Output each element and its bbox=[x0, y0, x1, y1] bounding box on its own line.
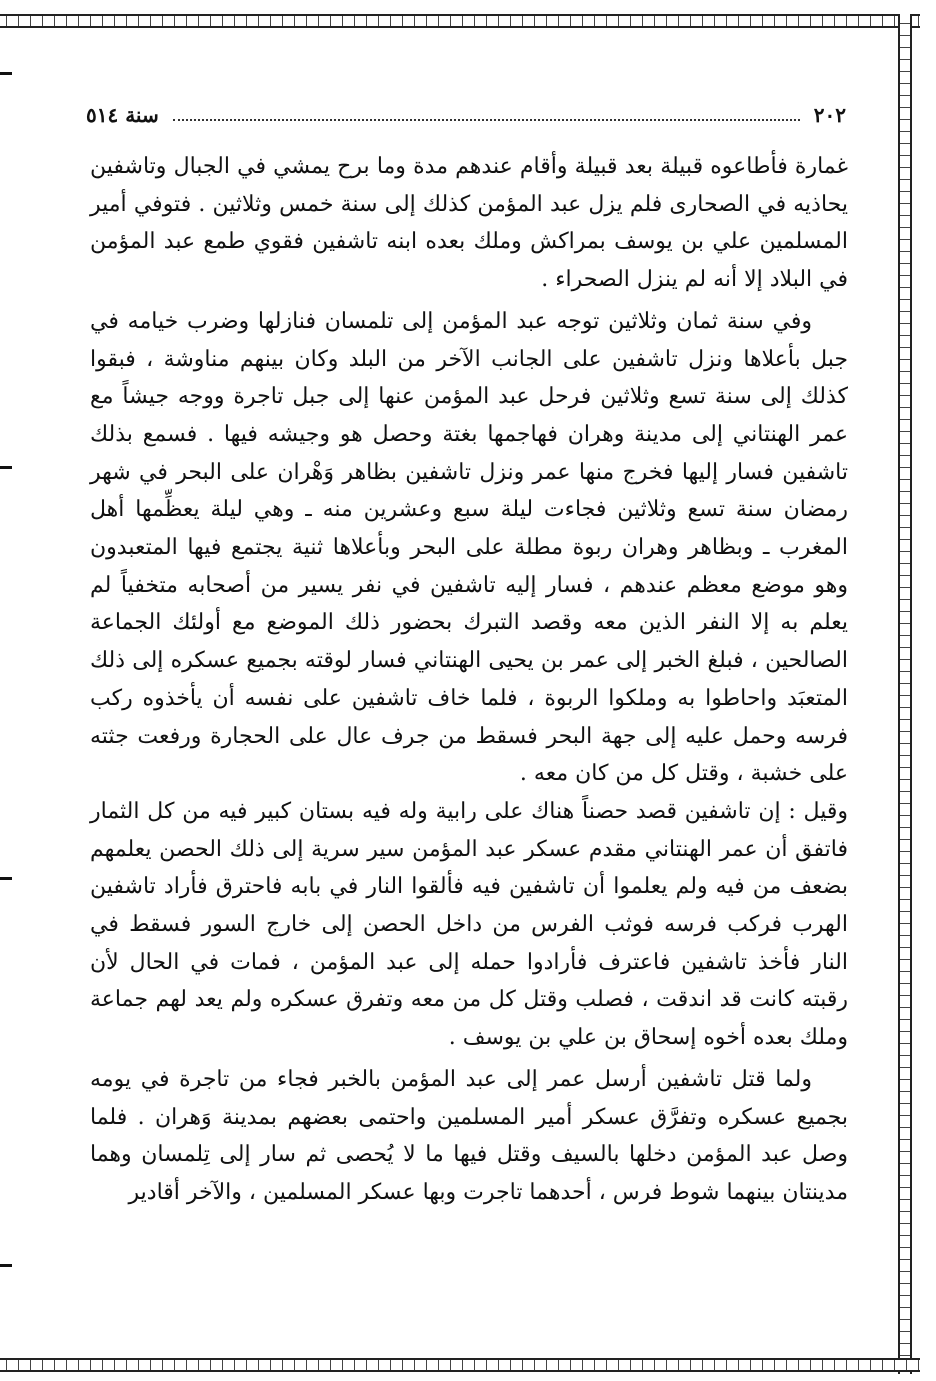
page-body bbox=[90, 148, 848, 1212]
paragraph: وفي سنة ثمان وثلاثين توجه عبد المؤمن إلى تلمسان فنازلها وضرب خيامه في جبل بأعلاها ونزل تاشفين على الجانب الآخر من البلد وكان بينهم مناوشة ، فبقوا كذلك إلى سنة تسع وثلاثين فرحل عبد المؤمن عنها إلى جبل تاجرة ووجه جيشاً مع عمر الهنتاني إلى مدينة وهران فهاجمها بغتة وحصل هو وجيشه فيها . فسمع بذلك تاشفين فسار إليها فخرج منها عمر ونزل تاشفين بظاهر وَهْران على البحر في شهر رمضان سنة تسع وثلاثين فجاءت ليلة سبع وعشرين منه ـ وهي ليلة يعظِّمها أهل المغرب ـ وبظاهر وهران ربوة مطلة على البحر وبأعلاها ثنية يجتمع فيها المتعبدون وهو موضع معظم عندهم ، فسار إليه تاشفين في نفر يسير من أصحابه متخفياً لم يعلم به إلا النفر الذين معه وقصد التبرك بحضور ذلك الموضع مع أولئك الجماعة الصالحين ، فبلغ الخبر إلى عمر بن يحيى الهنتاني فسار لوقته بجميع عسكره إلى ذلك المتعبَد واحاطوا به وملكوا الربوة ، فلما خاف تاشفين على نفسه أن يأخذوه ركب فرسه وحمل عليه إلى جهة البحر فسقط من جرف عال على الحجارة ورفعت جثته على خشبة ، وقتل كل من كان معه . bbox=[90, 308, 848, 787]
scan-mark bbox=[0, 877, 12, 880]
paragraph: ولما قتل تاشفين أرسل عمر إلى عبد المؤمن بالخبر فجاء من تاجرة في يومه بجميع عسكره وتفرَّق عسكر أمير المسلمين واحتمى بعضهم بمدينة وَهران . فلما وصل عبد المؤمن دخلها بالسيف وقتل فيها ما لا يُحصى ثم سار إلى تِلمسان وهما مدينتان بينهما شوط فرس ، أحدهما تاجرت وبها عسكر المسلمين ، والآخر أقادير bbox=[90, 1066, 848, 1205]
running-title: سنة ٥١٤ bbox=[86, 103, 159, 127]
scan-mark bbox=[0, 72, 12, 75]
page-border-bottom bbox=[0, 1358, 920, 1372]
scan-mark bbox=[0, 466, 12, 469]
page-header bbox=[86, 97, 846, 127]
scan-mark bbox=[0, 1264, 12, 1267]
page-number: ٢٠٢ bbox=[813, 103, 846, 127]
paragraph: غمارة فأطاعوه قبيلة بعد قبيلة وأقام عندهم مدة وما برح يمشي في الجبال وتاشفين يحاذيه في الصحارى فلم يزل عبد المؤمن كذلك إلى سنة خمس وثلاثين . فتوفي أمير المسلمين علي بن يوسف بمراكش وملك بعده ابنه تاشفين فقوي طمع عبد المؤمن في البلاد إلا أنه لم ينزل الصحراء . bbox=[90, 154, 848, 293]
page-border-top bbox=[0, 14, 920, 28]
paragraph: وقيل : إن تاشفين قصد حصناً هناك على رابية وله فيه بستان كبير فيه من كل الثمار فاتفق أن عمر الهنتاني مقدم عسكر عبد المؤمن سير سرية إلى ذلك الحصن يعلمهم بضعف من فيه ولم يعلموا أن تاشفين فيه فألقوا النار في بابه فاحترق فأراد تاشفين الهرب فركب فرسه فوثب الفرس من داخل الحصن إلى خارج السور فسقط في النار فأخذ تاشفين فاعترف فأرادوا حمله إلى عبد المؤمن ، فمات في الحال لأن رقبته كانت قد اندقت ، فصلب وقتل كل من معه وتفرق عسكره ولم يعد لهم جماعة وملك بعده أخوه إسحاق بن علي بن يوسف . bbox=[90, 798, 848, 1051]
header-dotted-leader bbox=[173, 119, 800, 121]
page-border-right bbox=[898, 14, 912, 1374]
